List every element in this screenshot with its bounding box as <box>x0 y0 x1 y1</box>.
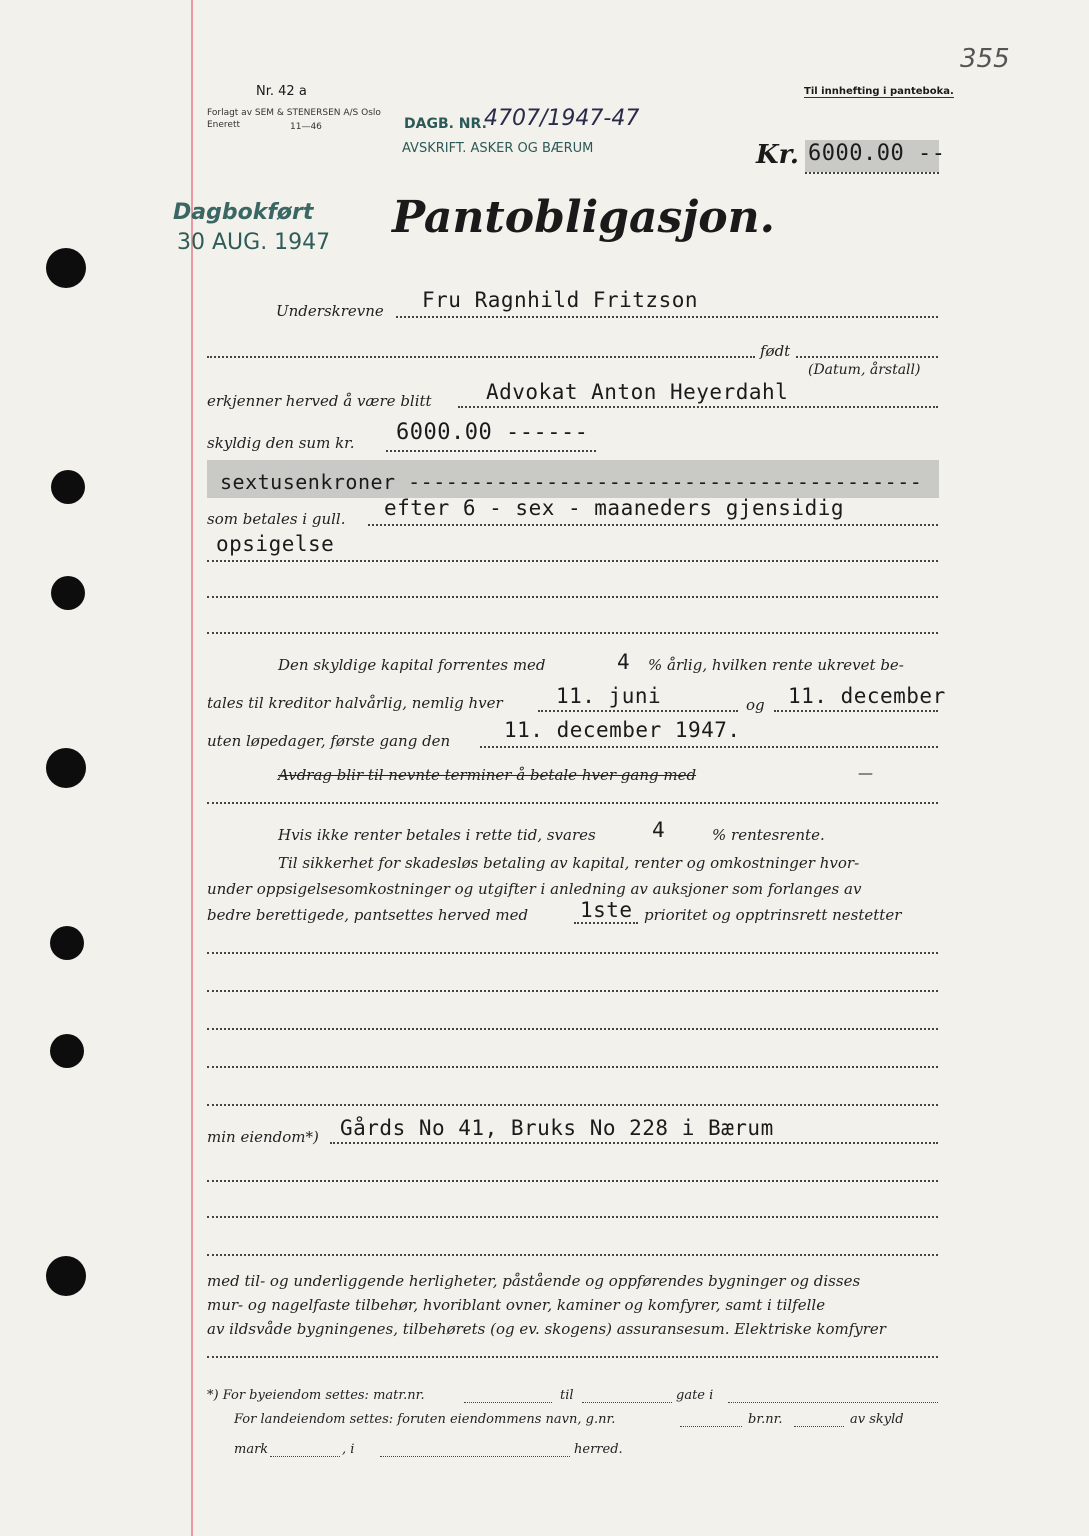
footnote-2b-dots <box>794 1426 844 1427</box>
closing-line <box>207 1356 938 1358</box>
publisher-line: Forlagt av SEM & STENERSEN A/S Oslo <box>207 108 381 118</box>
property-line-2 <box>207 1180 938 1182</box>
document-title: Pantobligasjon. <box>392 192 775 243</box>
interest-date-1: 11. juni <box>556 684 662 708</box>
binder-hole-6 <box>50 1034 84 1068</box>
amount-line <box>805 172 939 174</box>
binder-hole-1 <box>46 248 86 288</box>
interest-date-2: 11. december <box>788 684 946 708</box>
born-label: født <box>760 342 791 360</box>
print-code: 11—46 <box>290 122 322 132</box>
footnote-1c-dots <box>728 1402 938 1403</box>
footnote-1b-dots <box>582 1402 672 1403</box>
payment-line-1 <box>368 524 938 526</box>
footnote-2c: av skyld <box>850 1412 904 1427</box>
binder-hole-2 <box>51 470 85 504</box>
first-payment-date: 11. december 1947. <box>504 718 741 742</box>
property-line-4 <box>207 1254 938 1256</box>
security-text-2: under oppsigelsesomkostninger og utgifter i anledning av auksjoner som forlanges av <box>207 880 862 898</box>
payment-label: som betales i gull. <box>207 510 346 528</box>
footnote-3b: , i <box>342 1442 355 1457</box>
dagbok-stamp-label: DAGB. NR. <box>404 116 487 132</box>
binder-hole-3 <box>51 576 85 610</box>
security-line-5 <box>207 1104 938 1106</box>
first-payment-line <box>480 746 938 748</box>
sum-label: skyldig den sum kr. <box>207 434 355 452</box>
interest-text-2a: tales til kreditor halvårlig, nemlig hver <box>207 694 503 712</box>
amount-label: Kr. <box>756 140 799 170</box>
struck-installment-text: Avdrag blir til nevnte terminer å betale hver gang med <box>278 766 697 784</box>
binder-hole-7 <box>46 1256 86 1296</box>
priority-value: 1ste <box>580 898 633 922</box>
priority-line <box>574 922 638 924</box>
interest-rate: 4 <box>617 650 631 674</box>
closing-text-2: mur- og nagelfaste tilbehør, hvoriblant ovner, kaminer og komfyrer, samt i tilfelle <box>207 1296 826 1314</box>
copyright-line: Enerett <box>207 120 241 130</box>
dagbok-number: 4707/1947-47 <box>484 106 640 131</box>
footnote-1a-dots <box>464 1402 552 1403</box>
footnote-2b: br.nr. <box>748 1412 783 1427</box>
interest-text-1a: Den skyldige kapital forrentes med <box>278 656 546 674</box>
binding-note: Til innhefting i panteboka. <box>804 86 954 97</box>
property-value: Gårds No 41, Bruks No 228 i Bærum <box>340 1116 774 1140</box>
dagbokfort-stamp: Dagbokført <box>173 200 314 225</box>
footnote-1c: gate i <box>676 1388 714 1403</box>
interest-text-2b: og <box>746 696 765 714</box>
binder-hole-4 <box>46 748 86 788</box>
struck-dash: — <box>858 764 873 782</box>
property-label: min eiendom*) <box>207 1128 319 1146</box>
closing-text-3: av ildsvåde bygningenes, tilbehørets (og ev. skogens) assuransesum. Elektriske komfyrer <box>207 1320 886 1338</box>
security-line-4 <box>207 1066 938 1068</box>
footnote-3c: herred. <box>574 1442 623 1457</box>
interest-text-1b: % årlig, hvilken rente ukrevet be- <box>648 656 904 674</box>
penalty-text-a: Hvis ikke renter betales i rette tid, svares <box>278 826 596 844</box>
penalty-text-b: % rentesrente. <box>712 826 825 844</box>
footnote-1a: *) For byeiendom settes: matr.nr. <box>207 1388 425 1403</box>
sum-line <box>386 450 596 452</box>
footnote-3b-dots <box>380 1456 570 1457</box>
born-line <box>796 356 938 358</box>
undersigned-label: Underskrevne <box>276 302 384 320</box>
footnote-3a-dots <box>270 1456 340 1457</box>
security-line-3 <box>207 1028 938 1030</box>
payment-line-3 <box>207 596 938 598</box>
penalty-rate: 4 <box>652 818 666 842</box>
security-text-3b: prioritet og opptrinsrett nestetter <box>644 906 902 924</box>
creditor-line <box>458 406 938 408</box>
undersigned-line <box>396 316 938 318</box>
avskrift-stamp: AVSKRIFT. ASKER OG BÆRUM <box>402 141 594 156</box>
security-text-3a: bedre berettigede, pantsettes herved med <box>207 906 529 924</box>
form-number: Nr. 42 a <box>256 84 307 99</box>
sum-words: sextusenkroner ----------------------------------------- <box>220 470 923 494</box>
security-text-1: Til sikkerhet for skadesløs betaling av kapital, renter og omkostninger hvor- <box>278 854 860 872</box>
payment-value-2: opsigelse <box>216 532 335 556</box>
footnote-2a-dots <box>680 1426 742 1427</box>
footnote-2a: For landeiendom settes: foruten eiendommens navn, g.nr. <box>234 1412 616 1427</box>
security-line-1 <box>207 952 938 954</box>
sum-value: 6000.00 ------ <box>396 420 589 445</box>
creditor-label: erkjenner herved å være blitt <box>207 392 432 410</box>
amount-value: 6000.00 -- <box>808 141 946 166</box>
payment-line-2 <box>207 560 938 562</box>
dagbokfort-date: 30 AUG. 1947 <box>177 230 331 255</box>
installment-line <box>207 802 938 804</box>
undersigned-line-2 <box>207 356 755 358</box>
security-line-2 <box>207 990 938 992</box>
interest-date-2-line <box>774 710 938 712</box>
undersigned-value: Fru Ragnhild Fritzson <box>422 288 699 312</box>
binder-hole-5 <box>50 926 84 960</box>
payment-line-4 <box>207 632 938 634</box>
closing-text-1: med til- og underliggende herligheter, påstående og oppførendes bygninger og disses <box>207 1272 861 1290</box>
property-line-3 <box>207 1216 938 1218</box>
payment-value-1: efter 6 - sex - maaneders gjensidig <box>384 496 845 520</box>
footnote-1b: til <box>560 1388 574 1403</box>
interest-date-1-line <box>538 710 738 712</box>
page-number: 355 <box>960 44 1010 74</box>
creditor-value: Advokat Anton Heyerdahl <box>486 380 789 404</box>
property-line-1 <box>330 1142 938 1144</box>
born-hint: (Datum, årstall) <box>808 362 921 378</box>
footnote-3a: mark <box>234 1442 269 1457</box>
interest-text-3a: uten løpedager, første gang den <box>207 732 451 750</box>
